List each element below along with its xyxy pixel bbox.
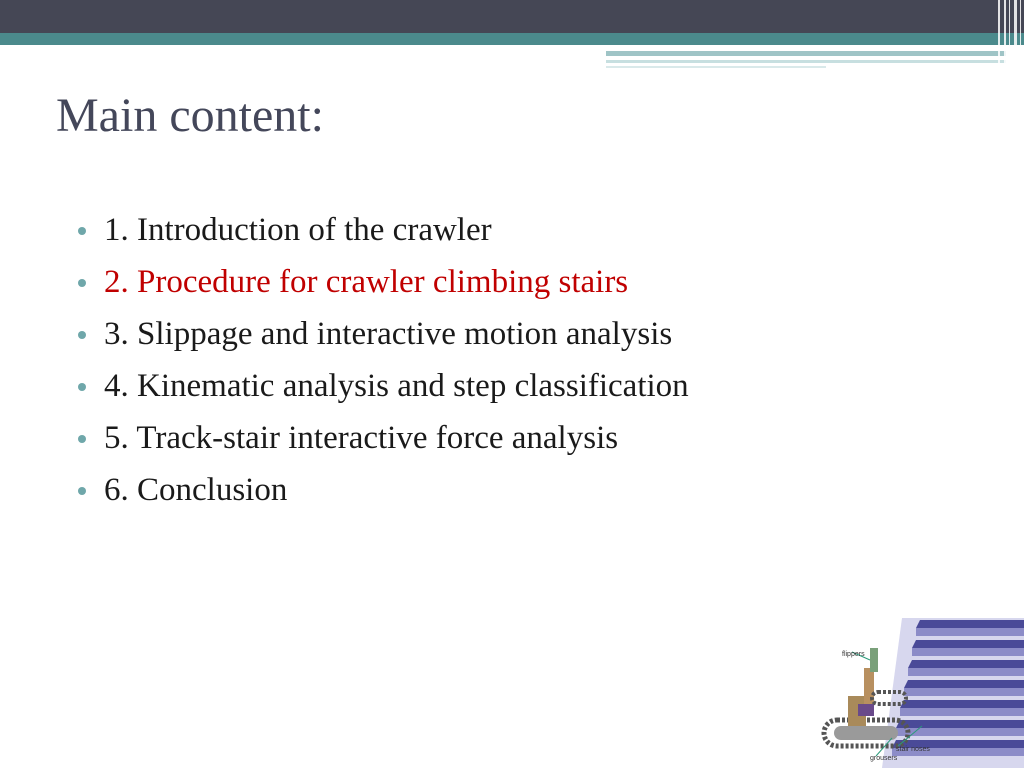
list-item-text: 3. Slippage and interactive motion analysis [104,316,673,352]
list-item-text: 4. Kinematic analysis and step classification [104,368,689,404]
list-item [78,412,689,464]
bullet-icon [78,435,86,443]
bullet-icon [78,227,86,235]
slide-title: Main content: [56,89,324,142]
list-item [78,204,689,256]
header-accent-line [606,51,1006,56]
list-item-text: 1. Introduction of the crawler [104,212,492,248]
list-item-text: 2. Procedure for crawler climbing stairs [104,264,629,300]
bullet-icon [78,331,86,339]
flippers-label: flippers [842,651,865,658]
header-accent-line [606,60,1006,63]
crawler-stairs-figure [812,608,1024,768]
stair-noses-label: stair noses [896,746,930,753]
list-item-text: 5. Track-stair interactive force analysis [104,420,619,456]
bullet-icon [78,487,86,495]
bullet-icon [78,383,86,391]
header-bar [0,0,1024,33]
grousers-label: grousers [870,755,898,762]
list-item [78,464,689,516]
list-item [78,360,689,412]
list-item-text: 6. Conclusion [104,472,288,508]
list-item [78,308,689,360]
header-stripes [994,0,1024,72]
list-item [78,256,689,308]
bullet-icon [78,279,86,287]
header-accent-band [0,33,1024,45]
content-list [78,204,689,516]
header-accent-line [606,66,826,68]
